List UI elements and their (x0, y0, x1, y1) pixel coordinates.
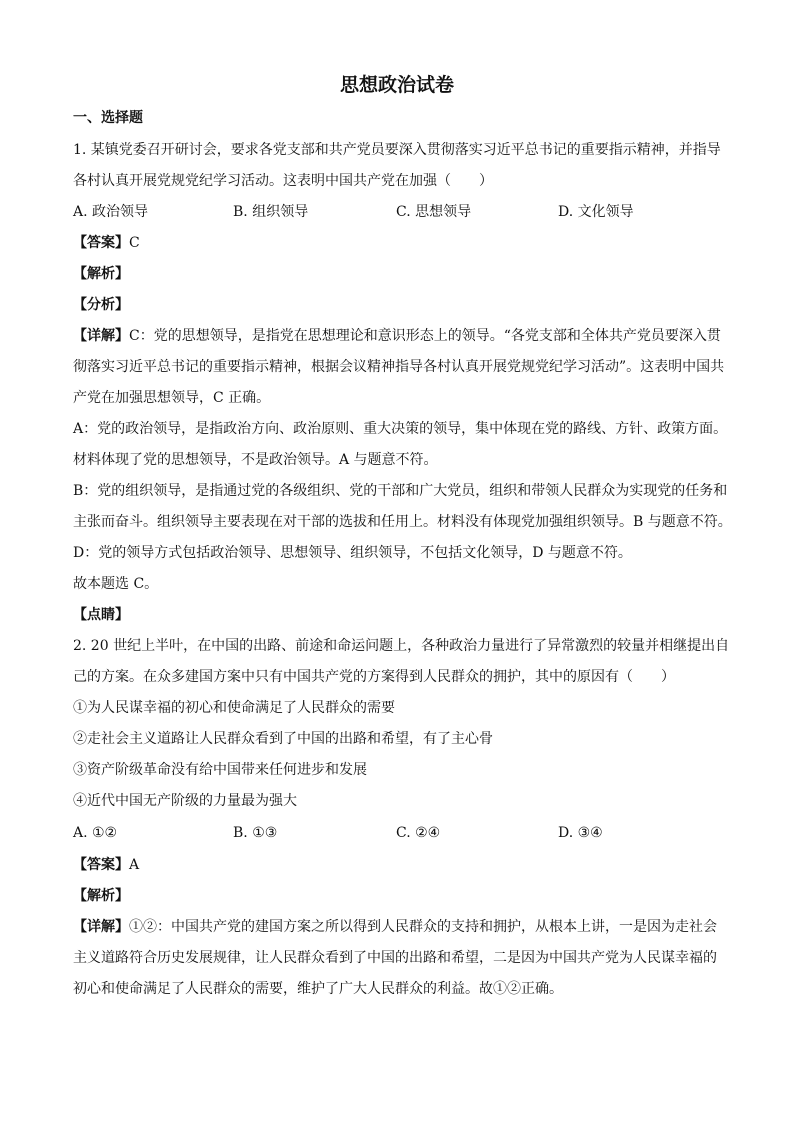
q1-option-b: B. 组织领导 (233, 204, 309, 220)
q2-item-2: ②走社会主义道路让人民群众看到了中国的出路和希望，有了主心骨 (73, 731, 493, 747)
detail-label: 【详解】 (73, 919, 129, 935)
q2-analysis-label: 【解析】 (73, 888, 129, 904)
q2-option-d: D. ③④ (558, 825, 603, 841)
q2-item-1: ①为人民谋幸福的初心和使命满足了人民群众的需要 (73, 700, 395, 716)
q1-option-d: D. 文化领导 (558, 204, 634, 220)
answer-value: A (129, 857, 140, 873)
q2-item-4: ④近代中国无产阶级的力量最为强大 (73, 793, 297, 809)
q1-detail-line6: B：党的组织领导，是指通过党的各级组织、党的干部和广大党员，组织和带领人民群众为实现党的任务和 (73, 483, 728, 499)
q1-detail-line1 (73, 326, 733, 346)
q2-detail-line3: 初心和使命满足了人民群众的需要，维护了广大人民群众的利益。故①②正确。 (73, 981, 563, 997)
detail-text: ①②：中国共产党的建国方案之所以得到人民群众的支持和拥护，从根本上讲，一是因为走社会 (129, 919, 717, 935)
q1-stem-line2: 各村认真开展党规党纪学习活动。这表明中国共产党在加强（ ） (73, 173, 493, 189)
q1-dianjing-label: 【点睛】 (73, 607, 129, 623)
q1-analysis-label: 【解析】 (73, 266, 129, 282)
q2-item-3: ③资产阶级革命没有给中国带来任何进步和发展 (73, 762, 367, 778)
detail-label: 【详解】 (73, 328, 129, 344)
q2-stem-line1: 2. 20 世纪上半叶，在中国的出路、前途和命运问题上，各种政治力量进行了异常激烈的较量并相继提出自 (73, 638, 730, 654)
q1-detail-line2: 彻落实习近平总书记的重要指示精神，根据会议精神指导各村认真开展党规党纪学习活动”。这表明中国共 (73, 359, 725, 375)
q2-option-b: B. ①③ (233, 825, 278, 841)
q2-detail-line1 (73, 917, 733, 937)
q1-detail-line4: A：党的政治领导，是指政治方向、政治原则、重大决策的领导，集中体现在党的路线、方针、政策方面。 (73, 421, 728, 437)
q1-detail-line9: 故本题选 C。 (73, 576, 159, 592)
answer-label: 【答案】 (73, 857, 129, 873)
q1-answer (73, 233, 733, 253)
answer-value: C (129, 235, 140, 251)
q2-answer (73, 855, 733, 875)
q1-stem-line1: 1. 某镇党委召开研讨会，要求各党支部和共产党员要深入贯彻落实习近平总书记的重要指示精神，并指导 (73, 142, 721, 158)
q2-detail-line2: 主义道路符合历史发展规律，让人民群众看到了中国的出路和希望，二是因为中国共产党为人民谋幸福的 (73, 950, 717, 966)
section-heading: 一、选择题 (73, 110, 143, 126)
q1-option-a: A. 政治领导 (73, 204, 149, 220)
q1-detail-line7: 主张而奋斗。组织领导主要表现在对干部的选拔和任用上。材料没有体现党加强组织领导。B 与题意不符。 (73, 514, 732, 530)
q1-detail-line3: 产党在加强思想领导，C 正确。 (73, 390, 271, 406)
q2-option-a: A. ①② (73, 825, 118, 841)
q1-detail-line8: D：党的领导方式包括政治领导、思想领导、组织领导，不包括文化领导，D 与题意不符。 (73, 545, 632, 561)
detail-text: C：党的思想领导，是指党在思想理论和意识形态上的领导。“各党支部和全体共产党员要深入贯 (129, 328, 721, 344)
page-title: 思想政治试卷 (339, 74, 454, 96)
q1-option-c: C. 思想领导 (396, 204, 472, 220)
q1-detail-line5: 材料体现了党的思想领导，不是政治领导。A 与题意不符。 (73, 452, 438, 468)
q1-fenxi-label: 【分析】 (73, 297, 129, 313)
answer-label: 【答案】 (73, 235, 129, 251)
q2-option-c: C. ②④ (396, 825, 441, 841)
q2-stem-line2: 己的方案。在众多建国方案中只有中国共产党的方案得到人民群众的拥护，其中的原因有（ ） (73, 669, 675, 685)
